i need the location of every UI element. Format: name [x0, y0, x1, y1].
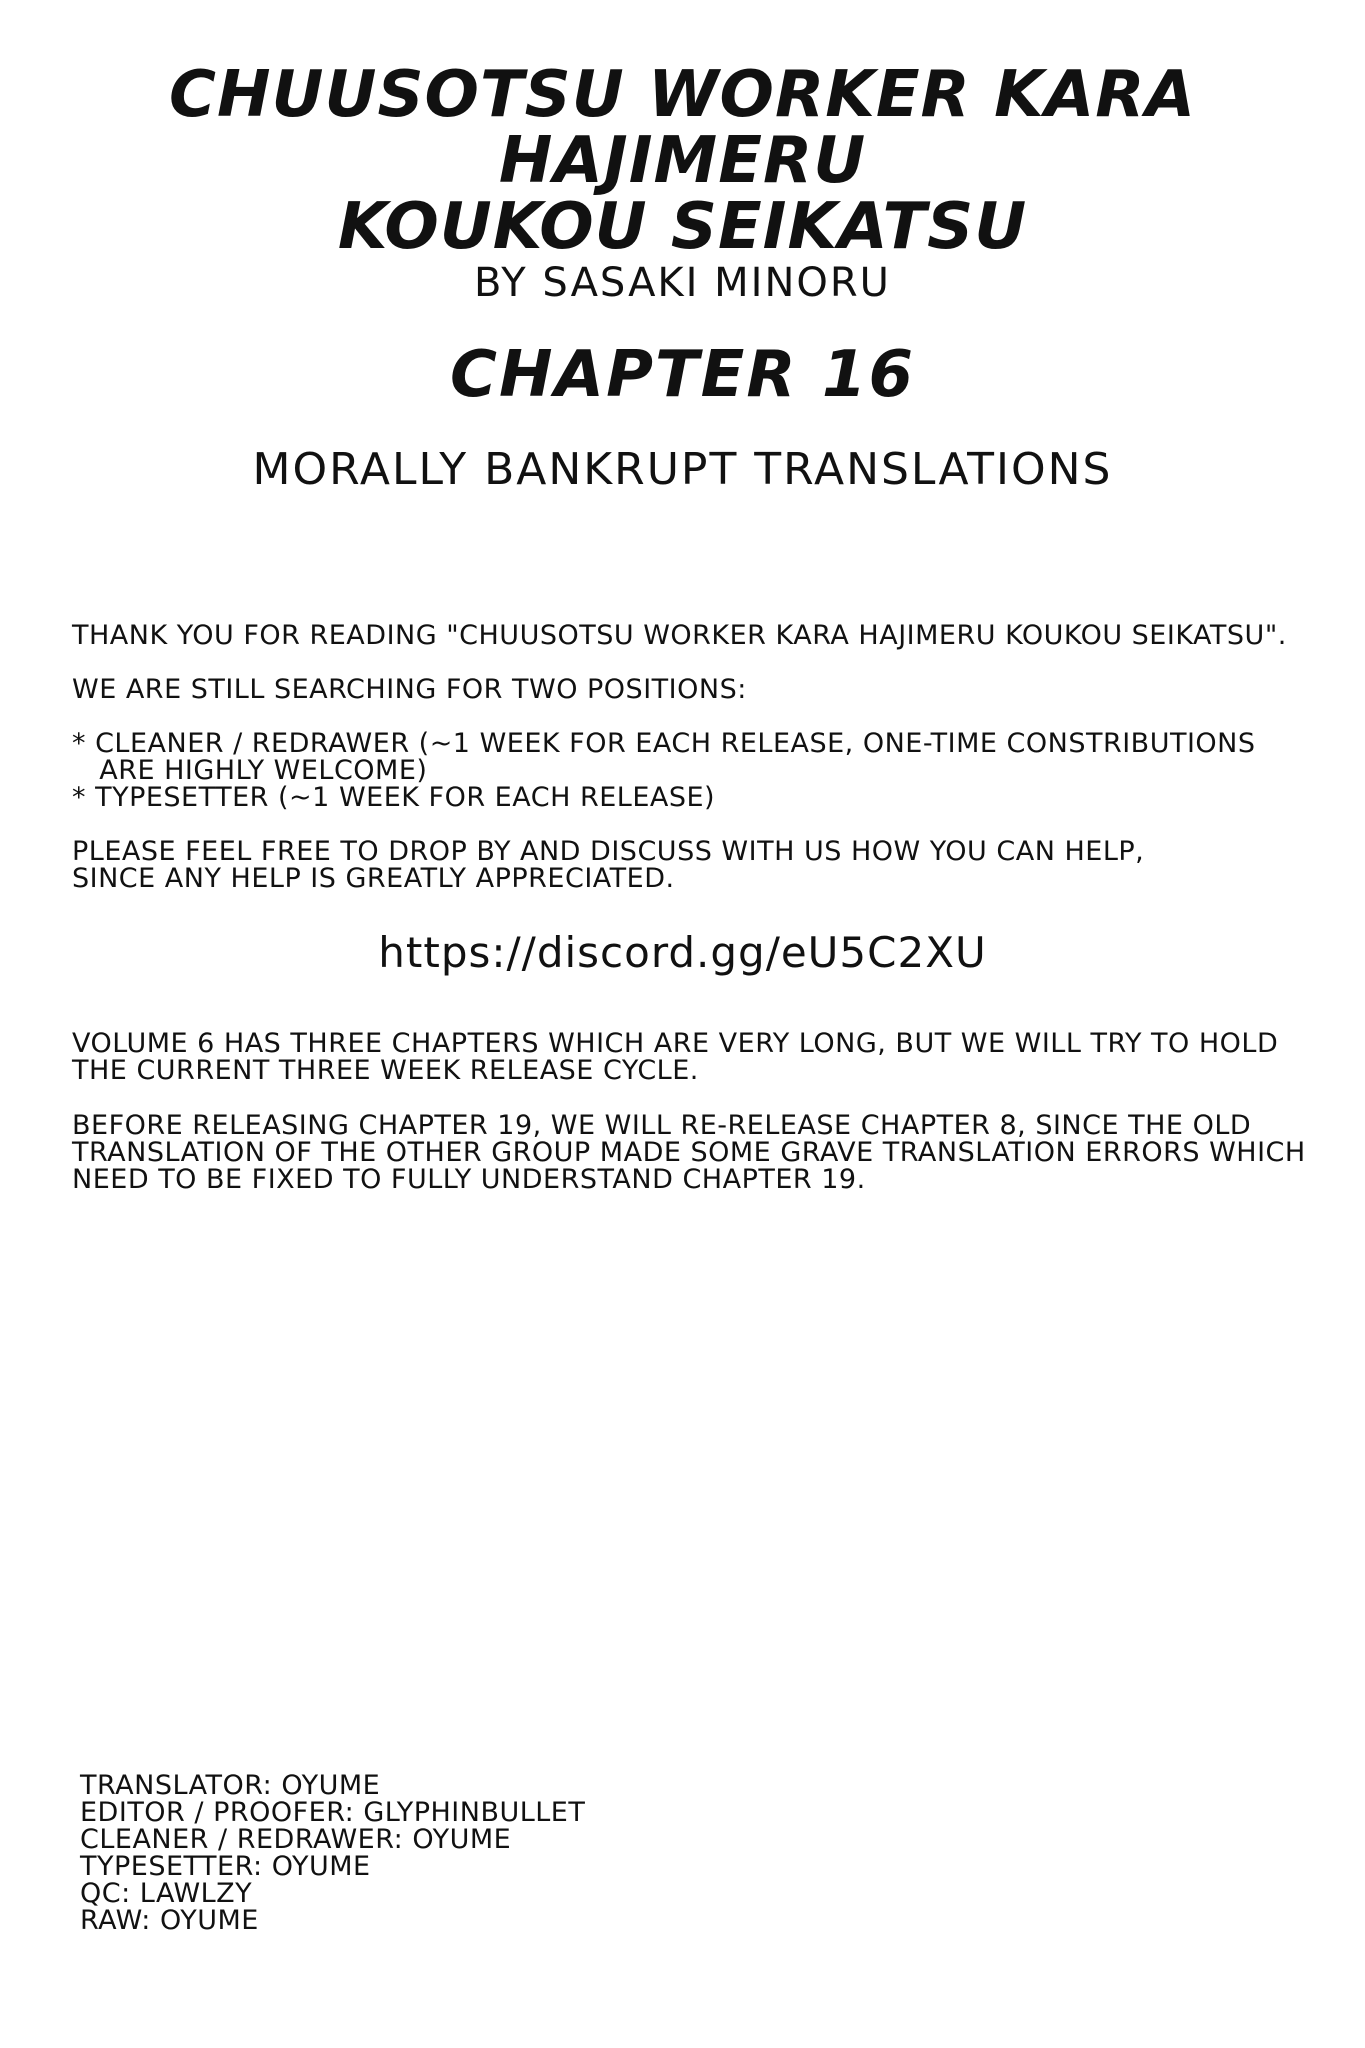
series-title-line-1: CHUUSOTSU WORKER KARA HAJIMERU [168, 58, 1197, 198]
credit-typesetter: TYPESETTER: OYUME [80, 1851, 371, 1882]
credit-cleaner: CLEANER / REDRAWER: OYUME [80, 1824, 512, 1855]
credit-raw: RAW: OYUME [80, 1905, 259, 1936]
position-bullet-cleaner: * CLEANER / REDRAWER (~1 WEEK FOR EACH RELEASE, ONE-TIME CONSTRIBUTIONS ARE HIGHLY WELCOME) [72, 728, 1256, 786]
author-byline: BY SASAKI MINORU [474, 260, 891, 306]
rerelease-note-paragraph: BEFORE RELEASING CHAPTER 19, WE WILL RE-RELEASE CHAPTER 8, SINCE THE OLD TRANSLATION OF THE OTHER GROUP MADE SOME GRAVE TRANSLATION ERRORS WHICH NEED TO BE FIXED TO FULLY UNDERSTAND CHAPTER 19. [72, 1110, 1306, 1195]
credit-translator: TRANSLATOR: OYUME [80, 1770, 381, 1801]
chapter-heading: CHAPTER 16 [450, 338, 915, 412]
help-paragraph: PLEASE FEEL FREE TO DROP BY AND DISCUSS WITH US HOW YOU CAN HELP, SINCE ANY HELP IS GREATLY APPRECIATED. [72, 836, 1145, 894]
series-title-line-2: KOUKOU SEIKATSU [337, 190, 1028, 264]
credits-list [80, 1772, 680, 1934]
position-bullet-typesetter: * TYPESETTER (~1 WEEK FOR EACH RELEASE) [72, 782, 716, 813]
volume-note-paragraph: VOLUME 6 HAS THREE CHAPTERS WHICH ARE VERY LONG, BUT WE WILL TRY TO HOLD THE CURRENT THREE WEEK RELEASE CYCLE. [72, 1028, 1279, 1086]
discord-link: https://discord.gg/eU5C2XU [378, 928, 987, 977]
recruitment-paragraph: WE ARE STILL SEARCHING FOR TWO POSITIONS: [72, 674, 747, 705]
thanks-paragraph: THANK YOU FOR READING "CHUUSOTSU WORKER KARA HAJIMERU KOUKOU SEIKATSU". [72, 620, 1287, 651]
credit-qc: QC: LAWLZY [80, 1878, 253, 1909]
credit-editor: EDITOR / PROOFER: GLYPHINBULLET [80, 1797, 586, 1828]
series-title-block [0, 58, 1365, 306]
scanlation-group-name: MORALLY BANKRUPT TRANSLATIONS [252, 444, 1113, 495]
